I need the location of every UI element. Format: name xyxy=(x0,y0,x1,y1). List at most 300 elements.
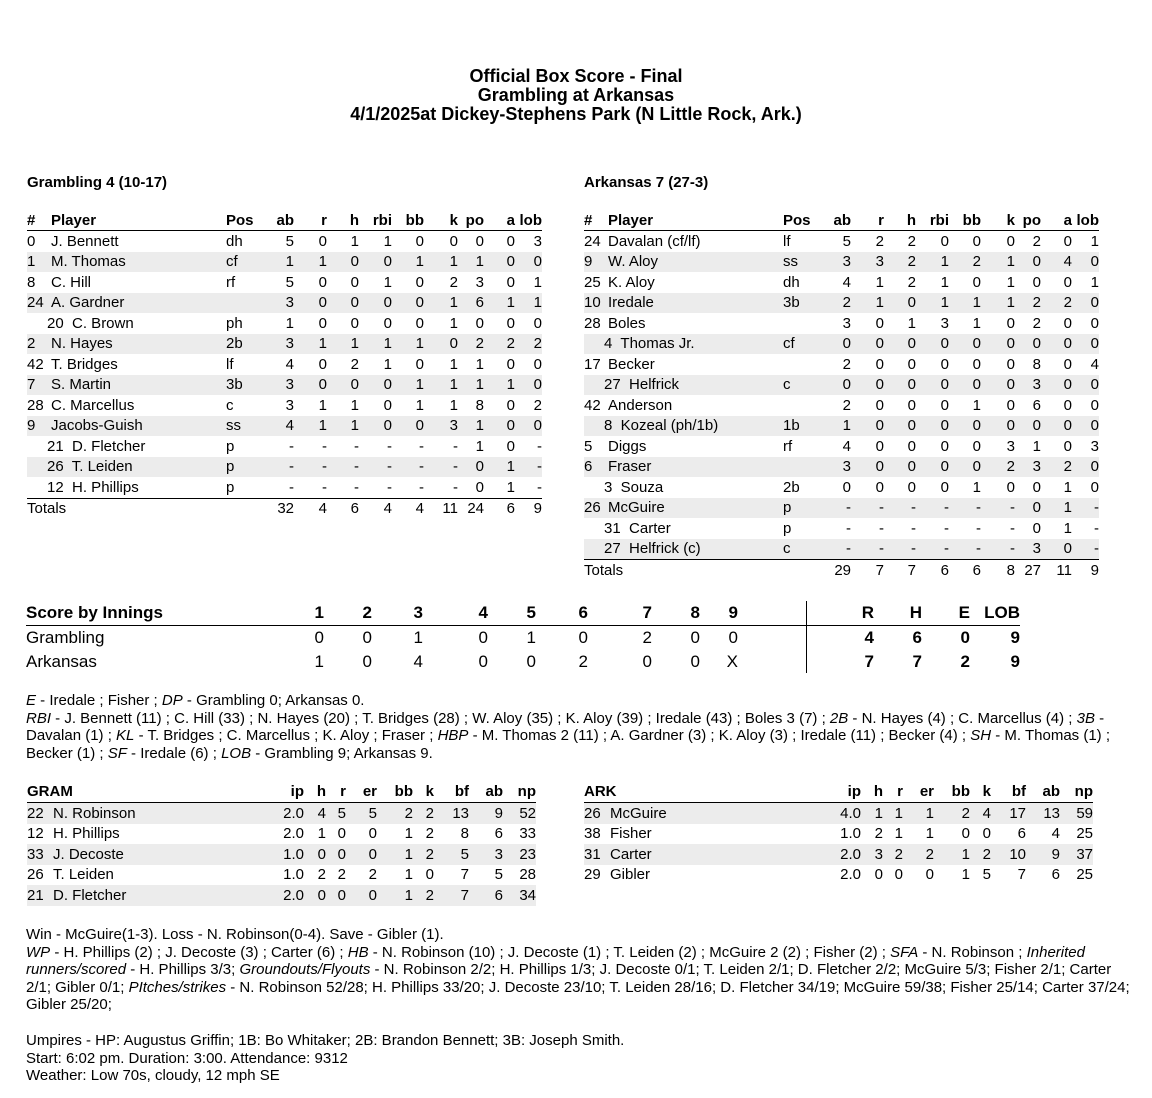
stat-er: 0 xyxy=(368,825,377,843)
stat-k: 0 xyxy=(1006,478,1015,496)
total-k: 11 xyxy=(424,498,458,519)
go-text: - N. Robinson 2/2; H. Phillips 1/3; J. Decoste 0/1; T. Leiden 2/1; D. Fletcher 2/2; McGuire 5/3; Fisher 2/1; Carter 2/1; Gibler 0/1; xyxy=(26,961,1112,996)
position: rf xyxy=(783,437,793,455)
stat-bb: 0 xyxy=(972,437,981,455)
e-label: E xyxy=(26,692,37,709)
jersey-number: 26 xyxy=(584,803,610,824)
total-header: LOB xyxy=(970,601,1020,626)
pitcher-name: D. Fletcher xyxy=(53,885,251,906)
stat-ip: 1.0 xyxy=(840,825,861,843)
position: dh xyxy=(226,232,243,250)
stat-np: 33 xyxy=(519,825,536,843)
position: p xyxy=(783,519,792,537)
column-header: h xyxy=(304,781,326,803)
stat-a: 0 xyxy=(1063,396,1072,414)
batter-name: M. Thomas xyxy=(51,252,226,273)
jersey-number: 42 xyxy=(584,396,601,414)
batter-name: McGuire xyxy=(608,498,783,519)
column-header: po xyxy=(458,208,484,231)
stat-a: 2 xyxy=(484,334,515,355)
jersey-number: 42 xyxy=(27,355,44,373)
stat-bb: 1 xyxy=(972,396,981,414)
pitcher-name: Carter xyxy=(610,844,808,865)
stat-ab: 2 xyxy=(842,396,851,414)
stat-bf: 17 xyxy=(991,803,1026,824)
stat-po: 8 xyxy=(475,396,484,414)
stat-ab: 3 xyxy=(842,314,851,332)
stat-r: - xyxy=(851,539,884,560)
stat-rbi: 0 xyxy=(940,232,949,250)
stat-k: 2 xyxy=(413,885,434,906)
stat-h: 1 xyxy=(317,825,326,843)
position: p xyxy=(226,457,266,478)
batting-header-row xyxy=(584,208,1099,231)
column-header: a xyxy=(1041,208,1072,231)
column-header: rbi xyxy=(916,208,949,231)
stat-ab: 0 xyxy=(823,375,851,396)
stat-a: 0 xyxy=(1063,437,1072,455)
column-header: bf xyxy=(991,781,1026,803)
stat-lob: 0 xyxy=(533,314,542,332)
team-name: Arkansas xyxy=(26,652,97,671)
stat-k: 2 xyxy=(413,844,434,865)
stat-bb: 1 xyxy=(392,375,424,396)
spacer xyxy=(738,650,850,674)
stat-a: 0 xyxy=(506,437,515,455)
batter-row xyxy=(27,436,542,457)
stat-k: - xyxy=(453,478,458,496)
batter-row xyxy=(27,457,542,478)
batter-name: 31 Carter xyxy=(604,519,671,537)
total-a: 6 xyxy=(484,498,515,519)
stat-lob: 0 xyxy=(1072,457,1099,478)
stat-a: 2 xyxy=(1041,293,1072,314)
inning-score: 1 xyxy=(314,652,324,671)
stat-r: 0 xyxy=(318,314,327,332)
batter-row xyxy=(27,395,542,416)
stat-h: 0 xyxy=(884,375,916,396)
stat-po: 1 xyxy=(475,355,484,373)
stat-rbi: 0 xyxy=(916,334,949,355)
jersey-number: 10 xyxy=(584,293,608,314)
total-rbi: 6 xyxy=(916,560,949,581)
stat-ab: 3 xyxy=(823,252,851,273)
batter-name: Fraser xyxy=(608,457,783,478)
jersey-number: 0 xyxy=(27,232,36,250)
stat-er: 1 xyxy=(903,803,934,824)
stat-bb: 1 xyxy=(377,844,413,865)
stat-r: 0 xyxy=(894,866,903,884)
stat-bb: 1 xyxy=(404,866,413,884)
stat-bf: 13 xyxy=(434,803,469,824)
stat-po: 3 xyxy=(1015,539,1041,560)
inning-score: 0 xyxy=(690,652,700,671)
batter-row xyxy=(27,375,542,396)
total-r: 4 xyxy=(294,498,327,519)
position xyxy=(783,313,823,334)
column-header: r xyxy=(294,208,327,231)
stat-ab: 4 xyxy=(842,273,851,291)
batter-row xyxy=(584,313,1099,334)
batter-name: Boles xyxy=(608,314,646,332)
stat-ab: 6 xyxy=(469,885,503,906)
position: 2b xyxy=(226,334,266,355)
stat-bb: 1 xyxy=(972,314,981,332)
stat-po: 2 xyxy=(1032,232,1041,250)
stat-a: 0 xyxy=(506,314,515,332)
batter-name: 27 Helfrick xyxy=(584,375,783,396)
stat-bb: 1 xyxy=(392,252,424,273)
stat-lob: 0 xyxy=(1072,293,1099,314)
stat-h: 0 xyxy=(907,396,916,414)
column-header: h xyxy=(327,208,359,231)
team-total: 9 xyxy=(1010,628,1020,647)
rbi-label: RBI xyxy=(26,709,52,727)
stat-rbi: 0 xyxy=(359,252,392,273)
stat-h: 0 xyxy=(327,252,359,273)
stat-k: 3 xyxy=(424,416,458,437)
stat-k: 0 xyxy=(981,334,1015,355)
stat-bf: 7 xyxy=(434,885,469,906)
away-batting-table xyxy=(27,208,542,519)
stat-bb: 0 xyxy=(415,273,424,291)
inning-score: 4 xyxy=(413,652,423,671)
stat-k: 0 xyxy=(449,232,458,250)
stat-ab: 3 xyxy=(266,334,294,355)
stat-k: - xyxy=(424,457,458,478)
stat-rbi: 1 xyxy=(383,273,392,291)
b2-label: 2B xyxy=(829,709,849,727)
stat-r: 1 xyxy=(294,334,327,355)
stat-r: 0 xyxy=(851,334,884,355)
total-bb: 6 xyxy=(949,560,981,581)
stat-k: 1 xyxy=(1006,273,1015,291)
team-total: 7 xyxy=(864,652,874,671)
stat-rbi: 1 xyxy=(383,355,392,373)
stat-ab: - xyxy=(823,498,851,519)
go-label: Groundouts/Flyouts xyxy=(239,961,371,979)
stat-er: 0 xyxy=(925,866,934,884)
team-name: Grambling xyxy=(26,628,105,647)
stat-bb: 2 xyxy=(949,252,981,273)
stat-r: - xyxy=(294,457,327,478)
stat-h: 0 xyxy=(884,334,916,355)
total-ab: 29 xyxy=(823,560,851,581)
team-total: 9 xyxy=(1010,652,1020,671)
inning-header: 4 xyxy=(423,601,488,626)
stat-ab: 0 xyxy=(823,334,851,355)
b3-label: 3B xyxy=(1076,709,1095,727)
inning-score: 0 xyxy=(478,652,488,671)
position xyxy=(226,293,266,314)
stat-po: 0 xyxy=(1032,273,1041,291)
stat-r: 1 xyxy=(894,825,903,843)
stat-lob: 1 xyxy=(1090,232,1099,250)
stat-a: 1 xyxy=(484,457,515,478)
stat-bb: 1 xyxy=(961,866,970,884)
stat-bb: 0 xyxy=(949,375,981,396)
jersey-number: 26 xyxy=(27,866,44,884)
stat-lob: - xyxy=(537,437,542,455)
total-lob: 9 xyxy=(1072,560,1099,581)
stat-ab: 4 xyxy=(1051,825,1060,843)
pitcher-row xyxy=(584,803,1093,824)
stat-po: 0 xyxy=(1015,416,1041,437)
pitcher-name: T. Leiden xyxy=(53,866,114,884)
stat-lob: 3 xyxy=(533,232,542,250)
stat-ip: 4.0 xyxy=(808,803,861,824)
stat-np: 23 xyxy=(503,844,536,865)
innings-row xyxy=(26,650,1020,674)
b3-text: - Davalan (1) ; xyxy=(26,709,1105,745)
stat-k: 2 xyxy=(413,803,434,824)
pitcher-name: J. Decoste xyxy=(53,844,251,865)
stat-k: 1 xyxy=(981,293,1015,314)
stat-lob: 0 xyxy=(1072,334,1099,355)
stat-h: 0 xyxy=(350,273,359,291)
stat-ab: 4 xyxy=(842,437,851,455)
batter-name: A. Gardner xyxy=(51,293,226,314)
stat-lob: 1 xyxy=(533,273,542,291)
jersey-number: 28 xyxy=(584,314,601,332)
column-header: bb xyxy=(949,208,981,231)
batter-name: Jacobs-Guish xyxy=(51,416,226,437)
jersey-number: 25 xyxy=(584,273,601,291)
stat-r: 0 xyxy=(851,457,884,478)
stat-bf: 10 xyxy=(991,844,1026,865)
stat-bf: 7 xyxy=(1017,866,1026,884)
pitching-team-label: GRAM xyxy=(27,781,251,803)
stat-h: 1 xyxy=(327,334,359,355)
stat-ab: 3 xyxy=(266,293,294,314)
stat-ab: 3 xyxy=(266,375,294,396)
stat-r: 2 xyxy=(883,844,903,865)
batter-name: 4 Thomas Jr. xyxy=(584,334,783,355)
stat-po: 0 xyxy=(475,478,484,496)
spacer xyxy=(738,626,850,651)
stat-np: 52 xyxy=(503,803,536,824)
team-total: 0 xyxy=(960,628,970,647)
away-pitching-table xyxy=(27,781,536,906)
batter-row xyxy=(584,334,1099,355)
stat-po: 0 xyxy=(475,232,484,250)
batter-name: W. Aloy xyxy=(608,252,783,273)
stat-a: 0 xyxy=(506,396,515,414)
stat-bb: - xyxy=(419,478,424,496)
stat-a: 0 xyxy=(506,355,515,373)
batter-row xyxy=(27,334,542,355)
stat-rbi: 1 xyxy=(940,273,949,291)
batter-row xyxy=(584,231,1099,252)
batter-name: 8 Kozeal (ph/1b) xyxy=(584,416,783,437)
stat-ip: 2.0 xyxy=(251,803,304,824)
stat-rbi: 0 xyxy=(359,375,392,396)
stat-rbi: - xyxy=(916,539,949,560)
total-po: 27 xyxy=(1015,560,1041,581)
stat-rbi: - xyxy=(944,519,949,537)
stat-rbi: - xyxy=(387,437,392,455)
column-header: po xyxy=(1015,208,1041,231)
stat-r: 3 xyxy=(851,252,884,273)
stat-ab: - xyxy=(266,457,294,478)
stat-k: 0 xyxy=(981,375,1015,396)
column-header: k xyxy=(970,781,991,803)
weather: Weather: Low 70s, cloudy, 12 mph SE xyxy=(26,1067,280,1085)
position: ss xyxy=(226,416,266,437)
stat-h: 1 xyxy=(327,416,359,437)
inning-score: 1 xyxy=(526,628,536,647)
inning-header: 9 xyxy=(700,601,738,626)
batter-row xyxy=(584,375,1099,396)
stat-a: 1 xyxy=(484,293,515,314)
lob-text: - Grambling 9; Arkansas 9. xyxy=(251,744,433,762)
stat-ab: 6 xyxy=(494,825,503,843)
stat-rbi: 0 xyxy=(940,355,949,373)
jersey-number: 8 xyxy=(27,273,36,291)
away-team-title: Grambling 4 (10-17) xyxy=(27,174,168,191)
stat-h: 3 xyxy=(861,844,883,865)
position: c xyxy=(226,396,234,414)
jersey-number: 9 xyxy=(27,416,51,437)
game-notes xyxy=(26,692,1134,762)
total-bb: 4 xyxy=(392,498,424,519)
stat-er: 1 xyxy=(925,825,934,843)
stat-k: 1 xyxy=(424,252,458,273)
stat-h: 2 xyxy=(884,252,916,273)
stat-r: 1 xyxy=(851,293,884,314)
stat-np: 34 xyxy=(503,885,536,906)
position: dh xyxy=(783,273,800,291)
stat-h: 1 xyxy=(350,396,359,414)
stat-lob: 0 xyxy=(1072,375,1099,396)
column-header: ip xyxy=(251,781,304,803)
jersey-number: 24 xyxy=(27,293,51,314)
pitcher-row xyxy=(27,885,536,906)
column-header: np xyxy=(503,781,536,803)
inning-score: 0 xyxy=(314,628,324,647)
inning-header: 5 xyxy=(488,601,536,626)
hb-label: HB xyxy=(347,943,369,961)
stat-po: 0 xyxy=(475,314,484,332)
sh-label: SH xyxy=(970,727,992,745)
stat-bb: 1 xyxy=(404,825,413,843)
stat-r: 2 xyxy=(875,232,884,250)
batter-row xyxy=(584,539,1099,560)
pitcher-row xyxy=(584,824,1093,845)
batter-row xyxy=(584,395,1099,416)
batter-row xyxy=(584,498,1099,519)
jersey-number: 17 xyxy=(584,355,601,373)
innings-title: Score by Innings xyxy=(26,601,286,626)
sh-text: - M. Thomas (1) ; Becker (1) ; xyxy=(26,727,1111,762)
column-header: ab xyxy=(469,781,503,803)
stat-bb: 0 xyxy=(415,232,424,250)
stat-po: 1 xyxy=(458,375,484,396)
stat-ab: 9 xyxy=(469,803,503,824)
stat-h: 0 xyxy=(327,293,359,314)
stat-bb: 0 xyxy=(949,416,981,437)
batter-name: S. Martin xyxy=(51,375,226,396)
stat-r: - xyxy=(322,437,327,455)
stat-r: 2 xyxy=(337,866,346,884)
totals-label: Totals xyxy=(584,560,823,581)
stat-h: 1 xyxy=(907,314,916,332)
stat-rbi: 0 xyxy=(940,437,949,455)
stat-h: 0 xyxy=(304,844,326,865)
stat-k: 2 xyxy=(970,844,991,865)
stat-rbi: 0 xyxy=(383,314,392,332)
stat-bb: 0 xyxy=(415,314,424,332)
stat-po: 3 xyxy=(475,273,484,291)
pitching-team-label: ARK xyxy=(584,781,808,803)
batter-name: 26 T. Leiden xyxy=(27,457,226,478)
jersey-number: 2 xyxy=(27,334,51,355)
inning-header: 6 xyxy=(536,601,588,626)
column-header: ab xyxy=(266,208,294,231)
total-header: E xyxy=(922,601,970,626)
inning-header: 7 xyxy=(588,601,652,626)
jersey-number: 1 xyxy=(27,252,51,273)
stat-h: 0 xyxy=(884,416,916,437)
stat-h: 0 xyxy=(884,457,916,478)
column-header: lob xyxy=(1072,208,1099,231)
column-header: bb xyxy=(934,781,970,803)
stat-lob: 2 xyxy=(533,396,542,414)
stat-bb: 2 xyxy=(377,803,413,824)
jersey-number: 21 xyxy=(27,885,53,906)
pitcher-name: McGuire xyxy=(610,803,808,824)
stat-a: 0 xyxy=(1063,232,1072,250)
column-header: ab xyxy=(1026,781,1060,803)
stat-er: 2 xyxy=(903,844,934,865)
stat-k: 0 xyxy=(425,866,434,884)
ps-label: PItches/strikes xyxy=(128,978,227,996)
stat-r: 5 xyxy=(326,803,346,824)
position: c xyxy=(783,375,823,396)
stat-a: 0 xyxy=(506,273,515,291)
pitcher-row xyxy=(584,865,1093,886)
stat-ab: 4 xyxy=(266,416,294,437)
position: rf xyxy=(226,273,236,291)
position: ph xyxy=(226,314,243,332)
stat-h: - xyxy=(354,478,359,496)
column-header: r xyxy=(326,781,346,803)
position: 3b xyxy=(783,293,823,314)
stat-po: 0 xyxy=(1032,478,1041,496)
stat-ip: 2.0 xyxy=(283,825,304,843)
stat-a: 1 xyxy=(1063,519,1072,537)
batter-name: Anderson xyxy=(608,396,673,414)
stat-r: 0 xyxy=(875,437,884,455)
stat-h: 1 xyxy=(861,803,883,824)
stat-k: 0 xyxy=(982,825,991,843)
stat-bf: 7 xyxy=(460,866,469,884)
batter-name: 3 Souza xyxy=(604,478,664,496)
start-time: Start: 6:02 pm. Duration: 3:00. Attendance: 9312 xyxy=(26,1049,348,1067)
stat-r: 0 xyxy=(294,293,327,314)
batter-name: Davalan (cf/lf) xyxy=(608,232,701,250)
batter-row xyxy=(584,354,1099,375)
stat-h: 0 xyxy=(350,314,359,332)
inning-score: 0 xyxy=(362,628,372,647)
stat-np: 25 xyxy=(1076,866,1093,884)
spacer xyxy=(738,601,850,626)
inning-score: 0 xyxy=(526,652,536,671)
total-lob: 9 xyxy=(515,498,542,519)
stat-k: 0 xyxy=(1006,314,1015,332)
stat-lob: 3 xyxy=(1090,437,1099,455)
decisions: Win - McGuire(1-3). Loss - N. Robinson(0-4). Save - Gibler (1). xyxy=(26,926,444,943)
